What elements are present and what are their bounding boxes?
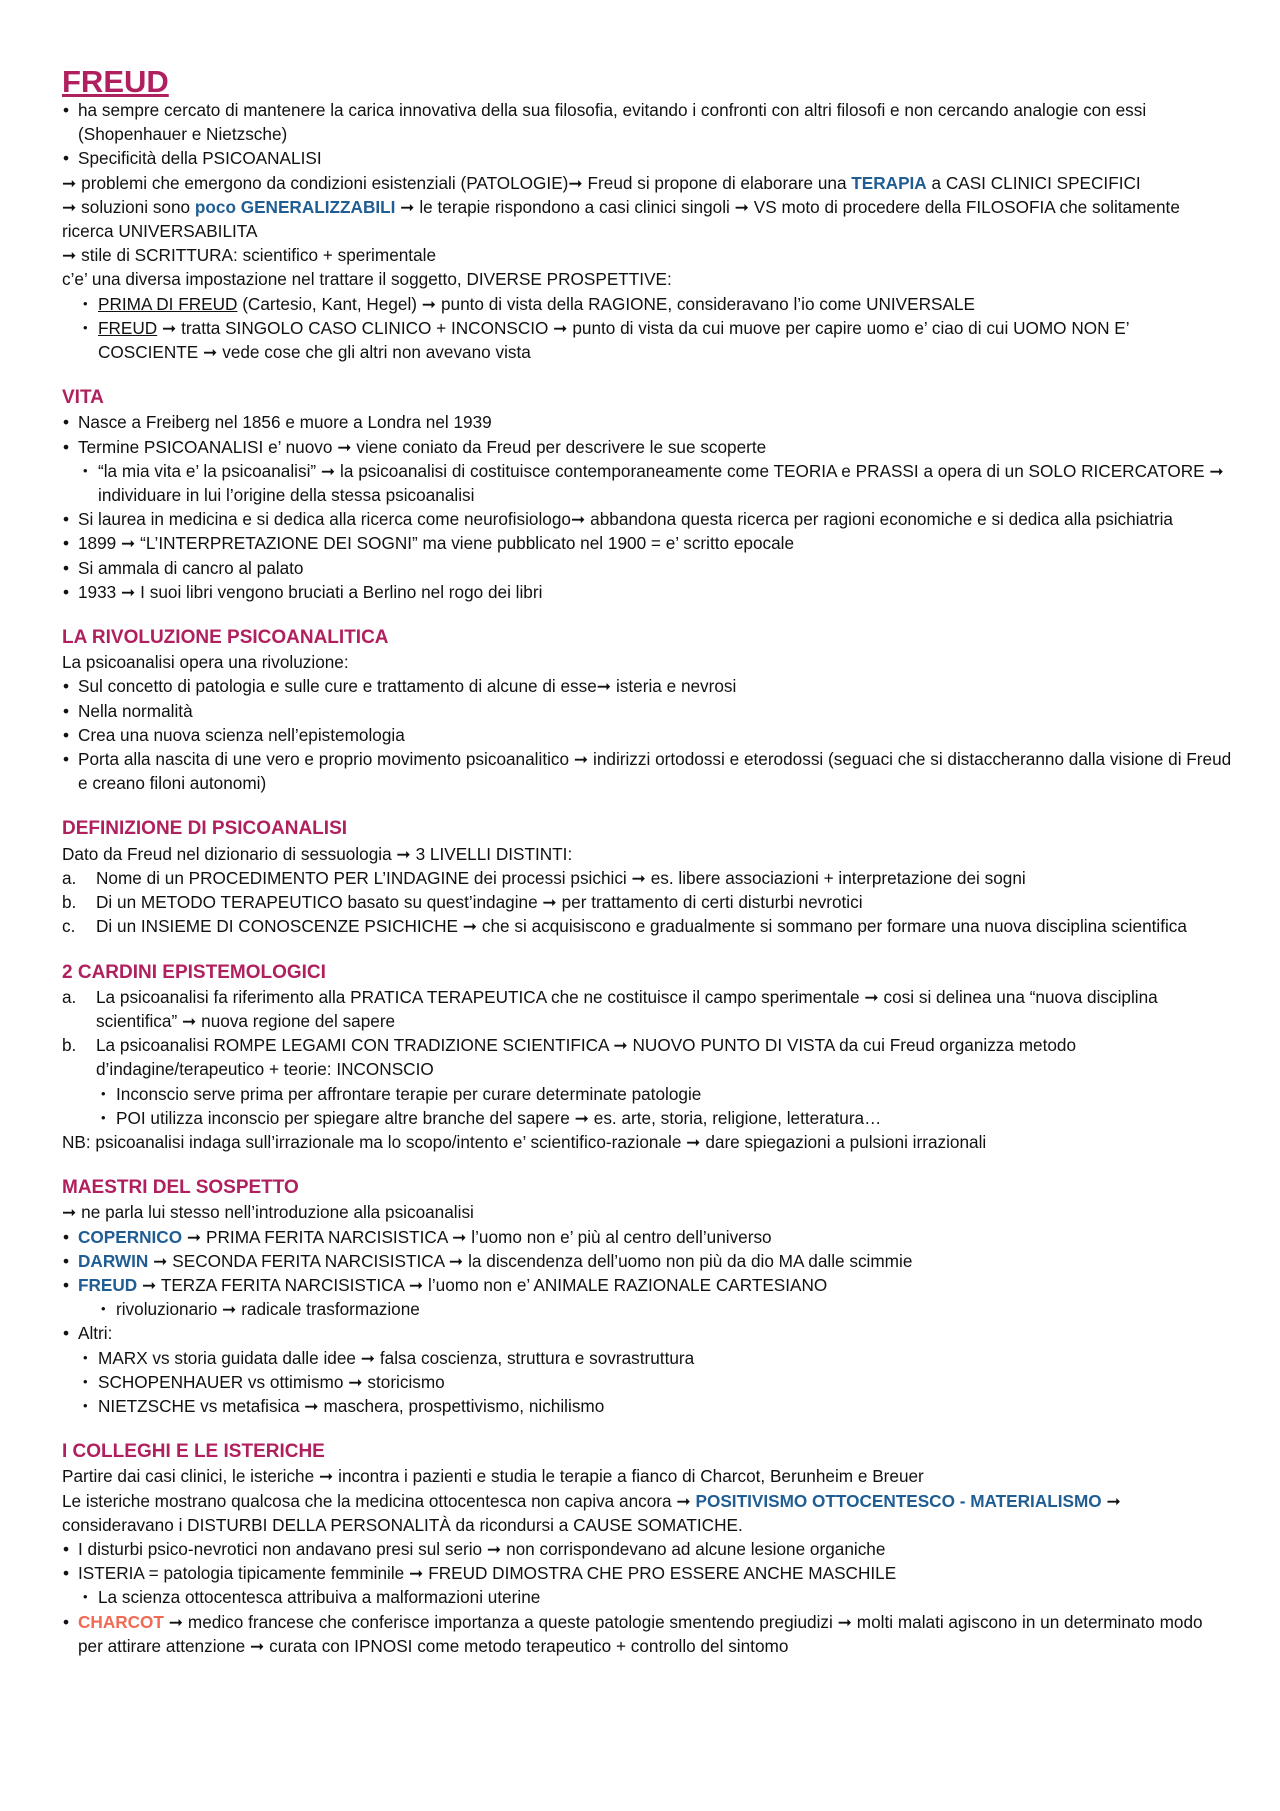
list-marker: a. [62, 867, 77, 888]
page-title: FREUD [62, 64, 169, 99]
list-marker: b. [62, 892, 77, 913]
paragraph: c’e’ una diversa impostazione nel trattare il soggetto, DIVERSE PROSPETTIVE: [62, 269, 672, 290]
keyword-freud: FREUD [78, 1274, 138, 1295]
keyword-positivismo: POSITIVISMO OTTOCENTESCO - MATERIALISMO [695, 1490, 1102, 1511]
section-heading-definizione: DEFINIZIONE DI PSICOANALISI [62, 818, 348, 840]
list-item: • ha sempre cercato di mantenere la carica innovativa della sua filosofia, evitando i confronti con altri filosofi e non cercando analogie con essi (Shopenhauer e Nietzsche) [62, 98, 1232, 146]
text-run: La psicoanalisi fa riferimento alla PRATICA TERAPEUTICA che ne costituisce il campo sperimentale ➞ cosi si delinea una “nuova disciplina scientifica” ➞ nuova regione del sapere [96, 986, 1158, 1031]
text-run: La psicoanalisi ROMPE LEGAMI CON TRADIZIONE SCIENTIFICA ➞ NUOVO PUNTO DI VISTA da cui Freud organizza metodo d’indagine/terapeutico + teorie: INCONSCIO [96, 1035, 1077, 1080]
text-run: ➞ PRIMA FERITA NARCISISTICA ➞ l’uomo non e’ più al centro dell’universo [182, 1226, 772, 1247]
list-item: • Si laurea in medicina e si dedica alla ricerca come neurofisiologo➞ abbandona questa ricerca per ragioni economiche e si dedica alla psichiatria [62, 507, 1232, 531]
paragraph: Partire dai casi clinici, le isteriche ➞ incontra i pazienti e studia le terapie a fianco di Charcot, Berunheim e Breuer [62, 1466, 924, 1487]
list-item [62, 1249, 1232, 1273]
paragraph: ➞ ne parla lui stesso nell’introduzione alla psicoanalisi [62, 1202, 474, 1223]
list-item: • Sul concetto di patologia e sulle cure e trattamento di alcune di esse➞ isteria e nevrosi [62, 674, 1232, 698]
sub-list-item: • MARX vs storia guidata dalle idee ➞ falsa coscienza, struttura e sovrastruttura [82, 1346, 1232, 1370]
list-item: • ISTERIA = patologia tipicamente femminile ➞ FREUD DIMOSTRA CHE PRO ESSERE ANCHE MASCHILE [62, 1561, 1232, 1585]
ordered-item [62, 985, 1232, 1033]
section-heading-rivoluzione: LA RIVOLUZIONE PSICOANALITICA [62, 627, 389, 649]
text-run: ➞ tratta SINGOLO CASO CLINICO + INCONSCIO ➞ punto di vista da cui muove per capire uomo e’ ciao di cui UOMO NON E’ COSCIENTE ➞ vede cose che gli altri non avevano vista [98, 317, 1129, 363]
ordered-item [62, 1033, 1232, 1081]
list-item: • I disturbi psico-nevrotici non andavano presi sul serio ➞ non corrispondevano ad alcune lesione organiche [62, 1537, 1232, 1561]
sub-list-item: • NIETZSCHE vs metafisica ➞ maschera, prospettivismo, nichilismo [82, 1394, 1232, 1418]
list-item: • Specificità della PSICOANALISI [62, 146, 1232, 170]
list-item: • Altri: [62, 1321, 1232, 1345]
list-marker: b. [62, 1035, 77, 1056]
sub-list-item: • La scienza ottocentesca attribuiva a malformazioni uterine [82, 1585, 1232, 1609]
sub-list-item: • POI utilizza inconscio per spiegare altre branche del sapere ➞ es. arte, storia, religione, letteratura… [100, 1106, 1232, 1130]
list-item: • Termine PSICOANALISI e’ nuovo ➞ viene coniato da Freud per descrivere le sue scoperte [62, 435, 1232, 459]
sub-list-item [82, 316, 1232, 364]
list-item: • 1899 ➞ “L’INTERPRETAZIONE DEI SOGNI” ma viene pubblicato nel 1900 = e’ scritto epocale [62, 531, 1232, 555]
sub-list-item: • “la mia vita e’ la psicoanalisi” ➞ la psicoanalisi di costituisce contemporaneamente come TEORIA e PRASSI a opera di un SOLO RICERCATORE ➞ individuare in lui l’origine della stessa psicoanalisi [82, 459, 1232, 507]
paragraph: Dato da Freud nel dizionario di sessuologia ➞ 3 LIVELLI DISTINTI: [62, 843, 573, 864]
keyword-copernico: COPERNICO [78, 1226, 183, 1247]
text-run: ➞ consideravano i DISTURBI DELLA PERSONALITÀ da ricondursi a CAUSE SOMATICHE. [62, 1490, 1121, 1535]
ordered-item [62, 890, 1232, 914]
list-item: • Nella normalità [62, 699, 1232, 723]
paragraph: La psicoanalisi opera una rivoluzione: [62, 652, 349, 673]
list-marker: c. [62, 916, 76, 937]
list-marker: a. [62, 986, 77, 1007]
section-heading-colleghi: I COLLEGHI E LE ISTERICHE [62, 1441, 325, 1463]
text-run: Di un INSIEME DI CONOSCENZE PSICHICHE ➞ che si acquisiscono e gradualmente si sommano per formare una nuova disciplina scientifica [96, 916, 1187, 937]
document-page [62, 62, 1232, 1658]
keyword-darwin: DARWIN [78, 1250, 149, 1271]
list-item: • Crea una nuova scienza nell’epistemologia [62, 723, 1232, 747]
sub-list-item: • SCHOPENHAUER vs ottimismo ➞ storicismo [82, 1370, 1232, 1394]
list-item: • Porta alla nascita di une vero e proprio movimento psicoanalitico ➞ indirizzi ortodossi e eterodossi (seguaci che si distaccheranno dalla visione di Freud e creano filoni autonomi) [62, 747, 1232, 795]
text-run: Di un METODO TERAPEUTICO basato su quest’indagine ➞ per trattamento di certi disturbi nevrotici [96, 892, 863, 913]
text-run: Le isteriche mostrano qualcosa che la medicina ottocentesca non capiva ancora ➞ [62, 1490, 696, 1511]
list-item [62, 1225, 1232, 1249]
underlined-text: FREUD [98, 317, 158, 338]
sub-list-item: • rivoluzionario ➞ radicale trasformazione [100, 1297, 1232, 1321]
list-item: • 1933 ➞ I suoi libri vengono bruciati a Berlino nel rogo dei libri [62, 580, 1232, 604]
text-run: ➞ medico francese che conferisce importanza a queste patologie smentendo pregiudizi ➞ molti malati agiscono in un determinato modo per attirare attenzione ➞ curata con IPNOSI come metodo terapeutico + controllo del sintomo [78, 1611, 1203, 1656]
paragraph [62, 195, 1232, 243]
sub-list-item [82, 292, 1232, 316]
keyword-terapia: TERAPIA [851, 172, 927, 193]
text-run: ➞ le terapie rispondono a casi clinici singoli ➞ VS moto di procedere della FILOSOFIA che solitamente ricerca UNIVERSABILITA [62, 196, 1180, 242]
text-run: ➞ TERZA FERITA NARCISISTICA ➞ l’uomo non e’ ANIMALE RAZIONALE CARTESIANO [137, 1274, 828, 1295]
text-run: ➞ soluzioni sono [62, 196, 195, 217]
paragraph [62, 171, 1232, 195]
text-run: Nome di un PROCEDIMENTO PER L’INDAGINE dei processi psichici ➞ es. libere associazioni + interpretazione dei sogni [96, 867, 1026, 888]
list-item [62, 1610, 1232, 1658]
text-run: (Cartesio, Kant, Hegel) ➞ punto di vista della RAGIONE, consideravano l’io come UNIVERSALE [237, 293, 975, 314]
section-heading-cardini: 2 CARDINI EPISTEMOLOGICI [62, 961, 326, 983]
note: NB: psicoanalisi indaga sull’irrazionale ma lo scopo/intento e’ scientifico-razionale ➞ dare spiegazioni a pulsioni irrazionali [62, 1131, 987, 1152]
sub-list-item: • Inconscio serve prima per affrontare terapie per curare determinate patologie [100, 1082, 1232, 1106]
keyword-generalizzabili: poco GENERALIZZABILI [194, 196, 396, 217]
underlined-text: PRIMA DI FREUD [98, 293, 238, 314]
paragraph: ➞ stile di SCRITTURA: scientifico + sperimentale [62, 245, 437, 266]
section-heading-maestri: MAESTRI DEL SOSPETTO [62, 1177, 299, 1199]
list-item: • Si ammala di cancro al palato [62, 556, 1232, 580]
ordered-item [62, 914, 1232, 938]
text-run: ➞ problemi che emergono da condizioni esistenziali (PATOLOGIE)➞ Freud si propone di elaborare una [62, 172, 852, 193]
text-run: a CASI CLINICI SPECIFICI [926, 172, 1141, 193]
ordered-item [62, 866, 1232, 890]
list-item [62, 1273, 1232, 1297]
paragraph [62, 1489, 1232, 1537]
text-run: ➞ SECONDA FERITA NARCISISTICA ➞ la discendenza dell’uomo non più da dio MA dalle scimmie [148, 1250, 913, 1271]
keyword-charcot: CHARCOT [78, 1611, 164, 1632]
section-heading-vita: VITA [62, 387, 104, 409]
list-item: • Nasce a Freiberg nel 1856 e muore a Londra nel 1939 [62, 410, 1232, 434]
